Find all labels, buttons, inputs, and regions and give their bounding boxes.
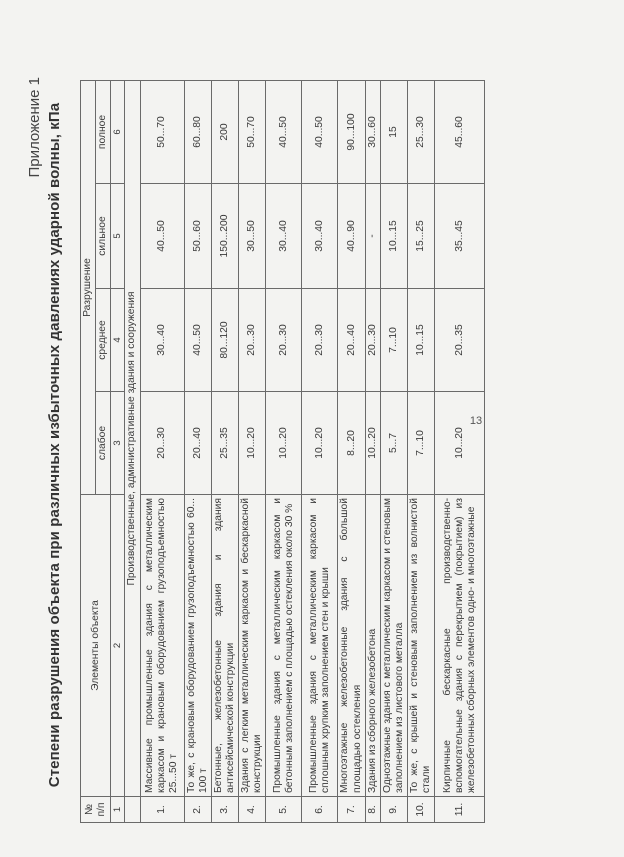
row-strong: 150...200 (211, 184, 238, 289)
row-strong: 35...45 (435, 184, 485, 289)
row-weak: 10...20 (266, 392, 302, 495)
row-weak: 10...20 (239, 392, 266, 495)
row-strong: 40...90 (338, 184, 365, 289)
header-row (81, 80, 96, 822)
appendix-label: Приложение 1 (26, 77, 43, 178)
row-weak: 20...30 (140, 392, 184, 495)
table-row (266, 80, 302, 822)
row-full: 25...30 (408, 80, 435, 183)
row-num: 8. (365, 797, 380, 823)
row-medium: 40...50 (184, 289, 211, 392)
row-full: 90...100 (338, 80, 365, 183)
header-medium: среднее (96, 289, 111, 392)
table-row (380, 80, 407, 822)
row-medium: 20...35 (435, 289, 485, 392)
row-description: Одноэтажные здания с металлическим каркасом и стеновым заполнением из листового металла (380, 495, 407, 797)
row-description: Промышленные здания с металлическим каркасом и сплошным хрупким заполнением стен и крыши (302, 495, 338, 797)
row-medium: 10...15 (408, 289, 435, 392)
row-medium: 30...40 (140, 289, 184, 392)
section-title: Производственные, административные здания и сооружения (125, 80, 140, 796)
row-strong: - (365, 184, 380, 289)
table-row (302, 80, 338, 822)
row-num: 3. (211, 797, 238, 823)
row-num: 11. (435, 797, 485, 823)
row-num: 2. (184, 797, 211, 823)
row-description: Здания из сборного железобетона (365, 495, 380, 797)
row-full: 15 (380, 80, 407, 183)
row-weak: 25...35 (211, 392, 238, 495)
row-full: 45...60 (435, 80, 485, 183)
row-weak: 7...10 (408, 392, 435, 495)
row-medium: 20...40 (338, 289, 365, 392)
header-full: полное (96, 80, 111, 183)
table-row (211, 80, 238, 822)
row-full: 200 (211, 80, 238, 183)
row-weak: 5...7 (380, 392, 407, 495)
row-num: 1. (140, 797, 184, 823)
row-num: 6. (302, 797, 338, 823)
destruction-table (80, 80, 485, 823)
row-medium: 7...10 (380, 289, 407, 392)
row-description: То же, с крановым оборудованием грузоподъемностью 60... 100 т (184, 495, 211, 797)
row-weak: 20...40 (184, 392, 211, 495)
row-medium: 20...30 (266, 289, 302, 392)
header-weak: слабое (96, 392, 111, 495)
row-num: 9. (380, 797, 407, 823)
column-number-row (111, 80, 125, 822)
row-description: Массивные промышленные здания с металлическим каркасом и крановым оборудованием грузоподъемностью 25...50 т (140, 495, 184, 797)
row-description: Многоэтажные железобетонные здания с большой площадью остекления (338, 495, 365, 797)
table-row (408, 80, 435, 822)
column-number: 3 (111, 392, 125, 495)
document-title: Степени разрушения объекта при различных избыточных давлениях ударной волны, кПа (46, 102, 63, 788)
row-description: Бетонные, железобетонные здания и здания антисейсмической конструкции (211, 495, 238, 797)
row-strong: 50...60 (184, 184, 211, 289)
row-strong: 30...40 (266, 184, 302, 289)
row-strong: 30...50 (239, 184, 266, 289)
row-medium: 80...120 (211, 289, 238, 392)
table-row (338, 80, 365, 822)
header-elements: Элементы объекта (81, 495, 111, 797)
table-row (435, 80, 485, 822)
row-description: Здания с легким металлическим каркасом и бескаркасной конструкции (239, 495, 266, 797)
row-weak: 8...20 (338, 392, 365, 495)
row-full: 50...70 (140, 80, 184, 183)
table-row (140, 80, 184, 822)
row-full: 30...60 (365, 80, 380, 183)
section-row (125, 80, 140, 822)
row-full: 40...50 (266, 80, 302, 183)
row-strong: 15...25 (408, 184, 435, 289)
row-full: 60...80 (184, 80, 211, 183)
table-row (365, 80, 380, 822)
row-medium: 20...30 (365, 289, 380, 392)
column-number: 4 (111, 289, 125, 392)
row-strong: 10...15 (380, 184, 407, 289)
table-row (184, 80, 211, 822)
column-number: 6 (111, 80, 125, 183)
row-num: 4. (239, 797, 266, 823)
row-num: 7. (338, 797, 365, 823)
row-weak: 10...20 (435, 392, 485, 495)
row-full: 50...70 (239, 80, 266, 183)
column-number: 5 (111, 184, 125, 289)
row-description: Кирпичные бескаркасные производственно-вспомогательные здания с перекрытием (покрытием) из железобетонных сборных элементов одно- и многоэтажные (435, 495, 485, 797)
column-number: 2 (111, 495, 125, 797)
column-number: 1 (111, 797, 125, 823)
row-num: 5. (266, 797, 302, 823)
row-weak: 10...20 (365, 392, 380, 495)
header-num: № п/п (81, 797, 111, 823)
row-medium: 20...30 (239, 289, 266, 392)
row-full: 40...50 (302, 80, 338, 183)
row-description: Промышленные здания с металлическим каркасом и бетонным заполнением с площадью остекления около 30 % (266, 495, 302, 797)
row-strong: 30...40 (302, 184, 338, 289)
header-strong: сильное (96, 184, 111, 289)
row-weak: 10...20 (302, 392, 338, 495)
header-destruction: Разрушение (81, 80, 96, 494)
page-number: 13 (469, 414, 483, 427)
row-medium: 20...30 (302, 289, 338, 392)
table-row (239, 80, 266, 822)
row-strong: 40...50 (140, 184, 184, 289)
rotated-sheet (22, 55, 542, 835)
row-num: 10. (408, 797, 435, 823)
row-description: То же, с крышей и стеновым заполнением из волнистой стали (408, 495, 435, 797)
